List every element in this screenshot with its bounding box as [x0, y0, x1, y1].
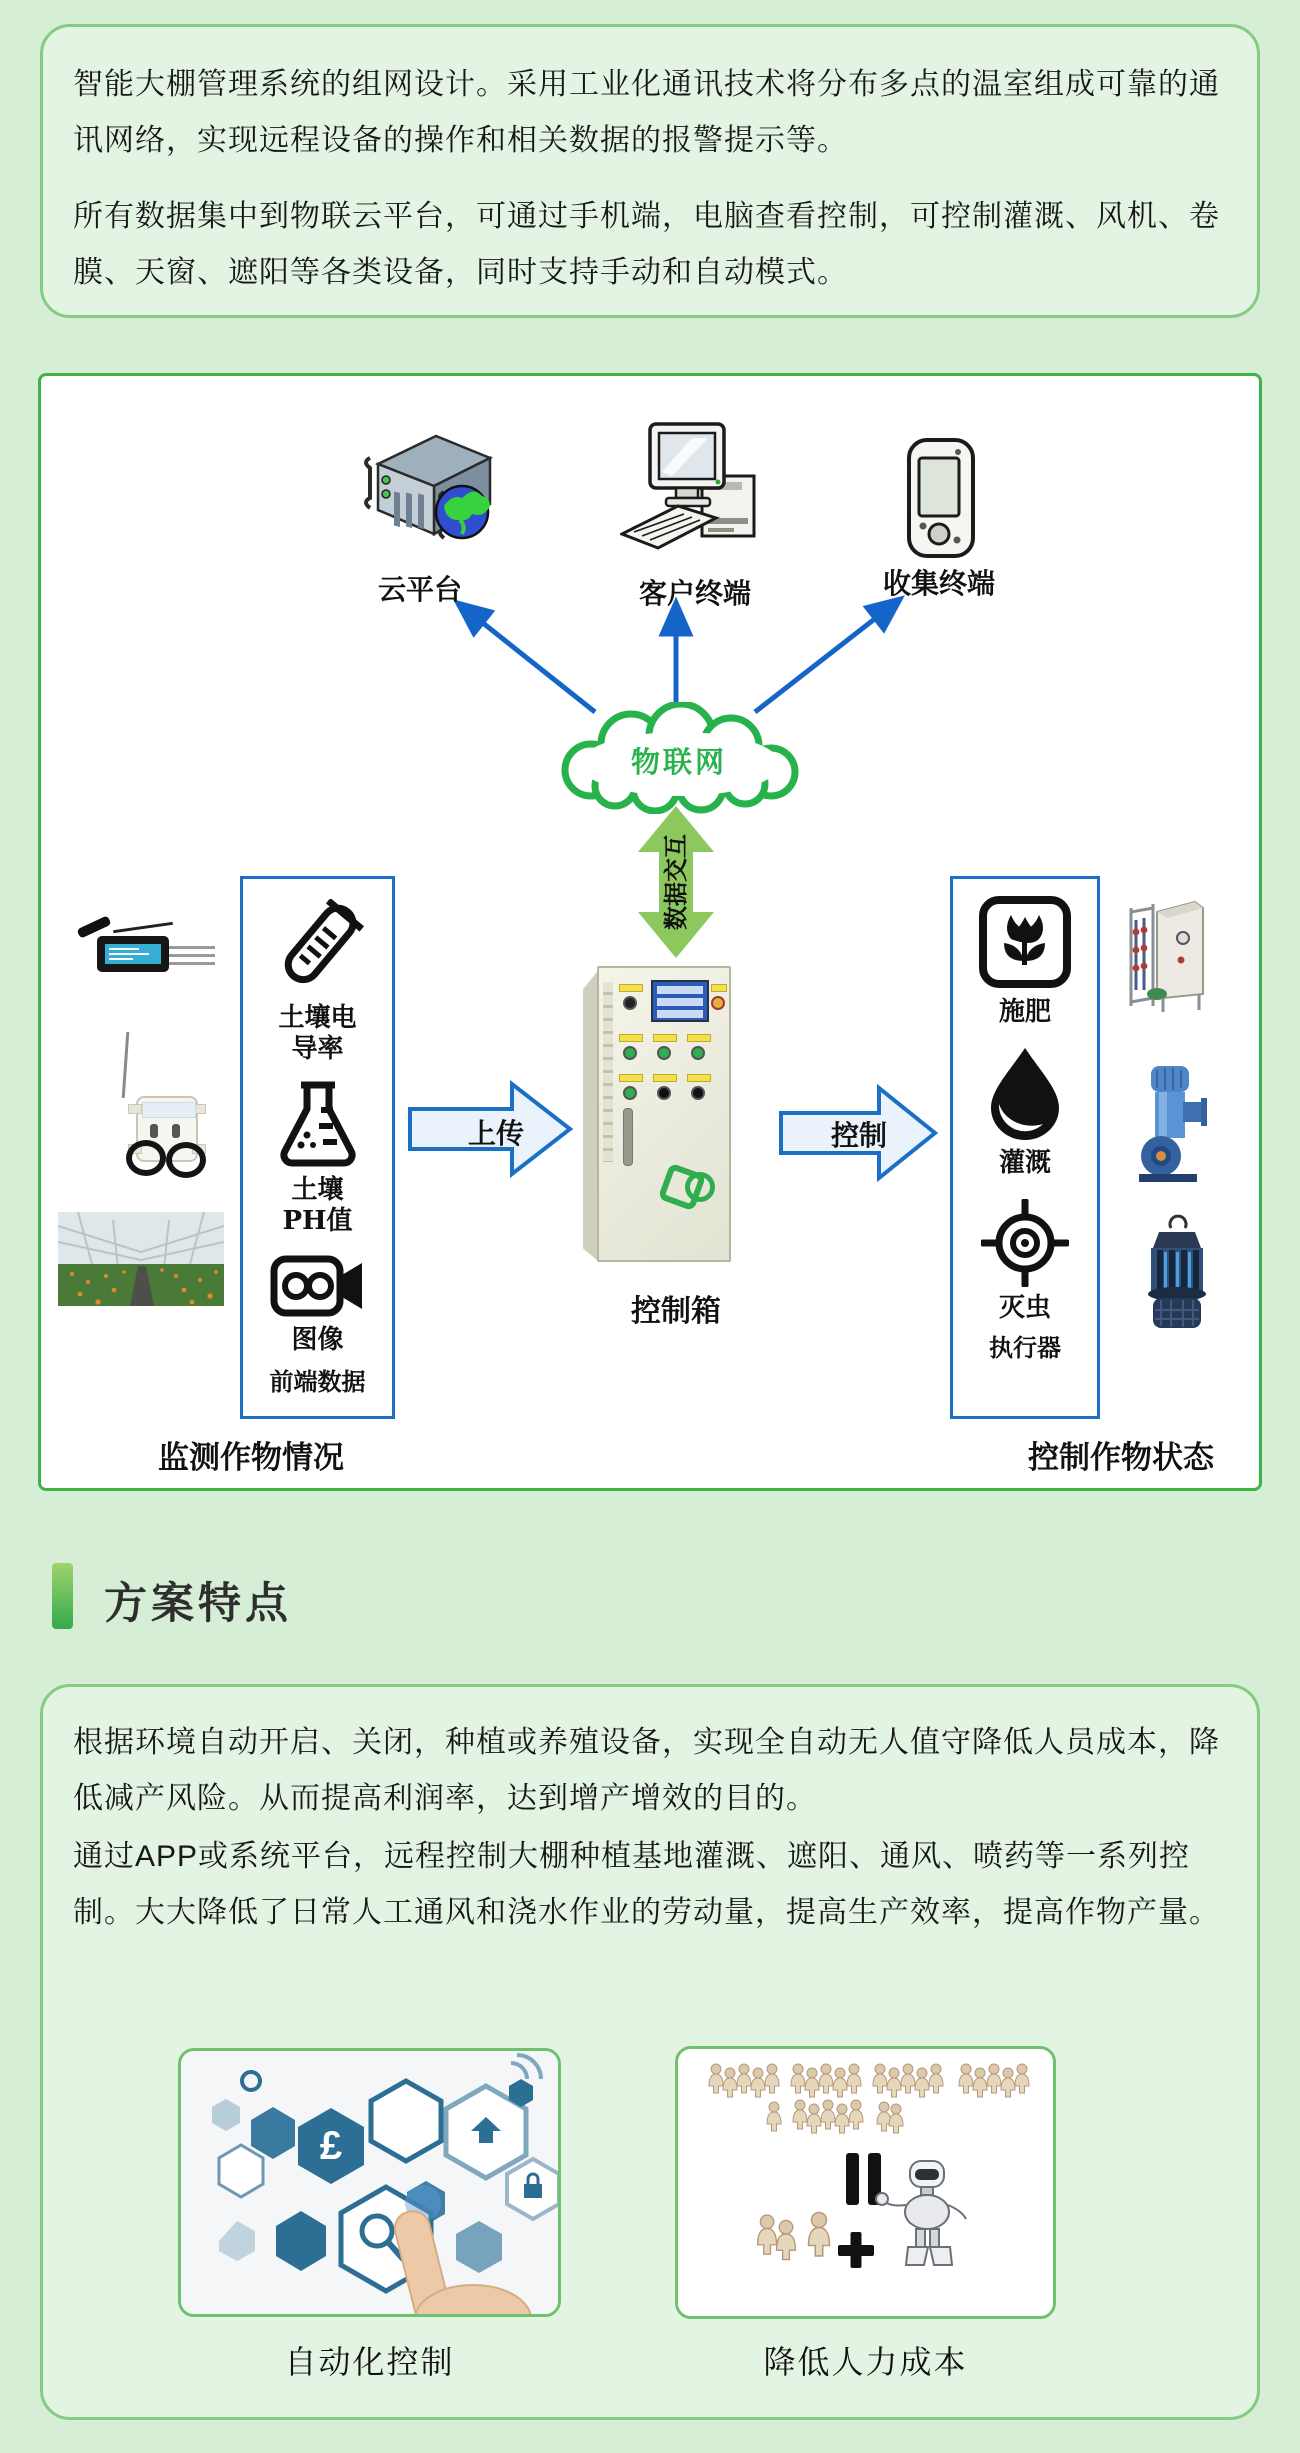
irrigation-drop-icon — [983, 1046, 1067, 1140]
automation-figure — [178, 2048, 561, 2317]
node-label-collect-terminal: 收集终端 — [882, 567, 995, 600]
intro-paragraph-1: 智能大棚管理系统的组网设计。采用工业化通讯技术将分布多点的温室组成可靠的通讯网络，实现远程设备的操作和相关数据的报警提示等。 — [73, 68, 1220, 157]
monitor-item-label: 土壤 PH值 — [282, 1175, 353, 1236]
soil-ph-flask-icon — [273, 1079, 363, 1167]
fertilize-tulip-icon — [978, 895, 1072, 989]
actuate-box — [950, 876, 1100, 1419]
section-title: 方案特点 — [104, 1580, 292, 1628]
actuate-caption: 控制作物状态 — [1028, 1440, 1214, 1476]
monitor-footer-label: 前端数据 — [269, 1367, 366, 1396]
water-pump-image — [1131, 1064, 1209, 1184]
crowd-vs-robot-illustration — [678, 2049, 1056, 2319]
control-arrow-label: 控制 — [830, 1119, 887, 1152]
labor-cost-caption: 降低人力成本 — [763, 2344, 968, 2380]
actuate-item-label: 施肥 — [998, 997, 1051, 1027]
section-accent-bar — [52, 1563, 73, 1629]
iot-cloud-label: 物联网 — [630, 747, 727, 779]
monitor-item-label: 土壤电 导率 — [278, 1003, 357, 1064]
monitor-item-label: 图像 — [291, 1325, 344, 1355]
pound-symbol: £ — [319, 2124, 343, 2168]
control-box-image — [583, 966, 733, 1266]
greenhouse-photo — [58, 1212, 224, 1306]
soil-ec-test-tube-icon — [272, 899, 364, 995]
feature-box — [40, 1684, 1260, 2420]
intro-box — [40, 24, 1260, 318]
architecture-diagram — [38, 373, 1262, 1491]
labor-cost-figure — [675, 2046, 1056, 2319]
hexagon-touch-illustration — [181, 2051, 561, 2317]
collect-terminal-pda-icon — [895, 436, 987, 560]
insect-killer-lamp-image — [1145, 1214, 1209, 1336]
node-label-cloud-platform: 云平台 — [377, 573, 462, 606]
monitor-box — [240, 876, 395, 1419]
wireless-sensor-image — [120, 1062, 215, 1190]
image-camera-icon — [270, 1253, 366, 1319]
automation-caption: 自动化控制 — [284, 2344, 455, 2380]
actuate-footer-label: 执行器 — [989, 1333, 1061, 1362]
cloud-platform-server-icon — [348, 428, 500, 544]
soil-sensor-image — [83, 922, 218, 984]
client-terminal-computer-icon — [620, 422, 772, 562]
intro-paragraph-2: 所有数据集中到物联云平台，可通过手机端，电脑查看控制，可控制灌溉、风机、卷膜、天窗、遮阳等各类设备，同时支持手动和自动模式。 — [73, 200, 1220, 289]
monitor-caption: 监测作物情况 — [158, 1440, 344, 1476]
upload-arrow-label: 上传 — [467, 1117, 524, 1150]
fertilizer-machine-image — [1123, 898, 1209, 1016]
actuate-item-label: 灭虫 — [998, 1293, 1051, 1323]
pest-kill-target-icon — [981, 1199, 1069, 1287]
node-label-client-terminal: 客户终端 — [638, 577, 751, 610]
feature-paragraph-2: 通过APP或系统平台，远程控制大棚种植基地灌溉、遮阳、通风、喷药等一系列控制。大大降低了日常人工通风和浇水作业的劳动量，提高生产效率，提高作物产量。 — [73, 1840, 1220, 1929]
feature-paragraph-1: 根据环境自动开启、关闭，种植或养殖设备，实现全自动无人值守降低人员成本，降低减产风险。从而提高利润率，达到增产增效的目的。 — [73, 1726, 1220, 1815]
control-box-label: 控制箱 — [631, 1294, 721, 1329]
actuate-item-label: 灌溉 — [998, 1148, 1051, 1178]
data-exchange-label: 数据交互 — [661, 834, 690, 930]
